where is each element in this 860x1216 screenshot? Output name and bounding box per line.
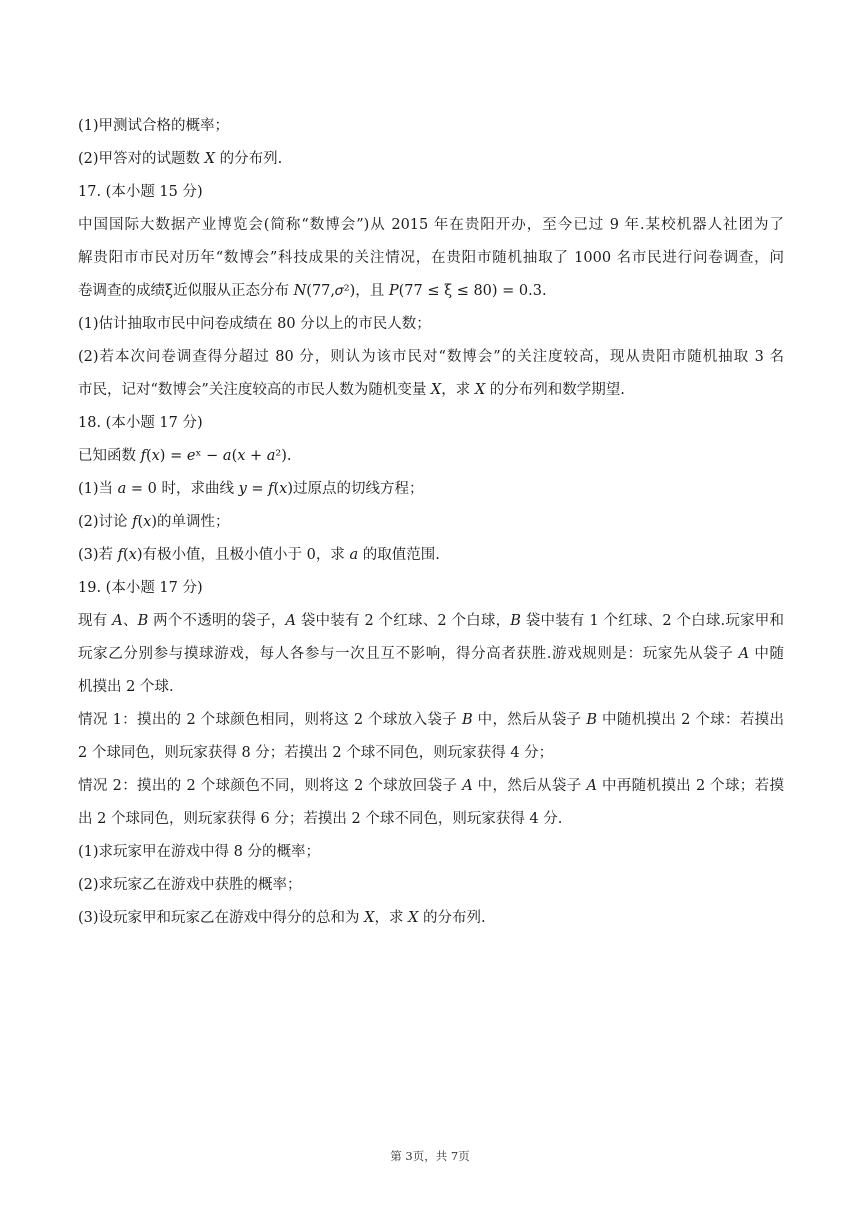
text-line: (3)若 𝑓(𝑥)有极小值，且极小值小于 0，求 𝑎 的取值范围. xyxy=(78,547,440,563)
question-heading: 17. (本小题 15 分) xyxy=(78,184,203,200)
text-line: (2)甲答对的试题数 𝑋 的分布列. xyxy=(78,151,283,167)
text-line: (1)当 𝑎 = 0 时，求曲线 𝑦 = 𝑓(𝑥)过原点的切线方程； xyxy=(78,481,424,497)
text-line: 解贵阳市市民对历年“数博会”科技成果的关注情况，在贵阳市随机抽取了 1000 名市民进行问卷调查，问 xyxy=(78,250,784,266)
text-line: 已知函数 𝑓(𝑥) = 𝑒ˣ − 𝑎(𝑥 + 𝑎²). xyxy=(78,448,292,464)
text-line: 玩家乙分别参与摸球游戏，每人各参与一次且互不影响，得分高者获胜.游戏规则是：玩家先从袋子 𝐴 中随 xyxy=(78,646,784,662)
text-line: (2)讨论 𝑓(𝑥)的单调性； xyxy=(78,514,230,530)
text-line: 现有 𝐴、𝐵 两个不透明的袋子，𝐴 袋中装有 2 个红球、2 个白球，𝐵 袋中装有 1 个红球、2 个白球.玩家甲和 xyxy=(78,613,784,629)
text-line: (2)若本次问卷调查得分超过 80 分，则认为该市民对“数博会”的关注度较高，现从贵阳市随机抽取 3 名 xyxy=(78,349,784,365)
text-line: 卷调查的成绩ξ近似服从正态分布 𝑁(77,𝜎²)，且 𝑃(77 ≤ ξ ≤ 80) = 0.3. xyxy=(78,283,547,299)
text-line: 机摸出 2 个球. xyxy=(78,679,174,695)
question-heading: 19. (本小题 17 分) xyxy=(78,580,203,596)
text-line: 市民，记对“数博会”关注度较高的市民人数为随机变量 𝑋，求 𝑋 的分布列和数学期望. xyxy=(78,382,625,398)
text-line: 情况 2：摸出的 2 个球颜色不同，则将这 2 个球放回袋子 𝐴 中，然后从袋子 𝐴 中再随机摸出 2 个球；若摸 xyxy=(78,778,784,794)
text-line: (3)设玩家甲和玩家乙在游戏中得分的总和为 𝑋，求 𝑋 的分布列. xyxy=(78,910,486,926)
text-line: 情况 1：摸出的 2 个球颜色相同，则将这 2 个球放入袋子 𝐵 中，然后从袋子 𝐵 中随机摸出 2 个球：若摸出 xyxy=(78,712,784,728)
text-line: 2 个球同色，则玩家获得 8 分；若摸出 2 个球不同色，则玩家获得 4 分； xyxy=(78,745,554,761)
text-line: (1)甲测试合格的概率； xyxy=(78,118,230,134)
page-content xyxy=(78,110,784,935)
text-line: 中国国际大数据产业博览会(简称“数博会”)从 2015 年在贵阳开办，至今已过 9 年.某校机器人社团为了 xyxy=(78,217,784,233)
text-line: (1)求玩家甲在游戏中得 8 分的概率； xyxy=(78,844,320,860)
text-line: (1)估计抽取市民中问卷成绩在 80 分以上的市民人数； xyxy=(78,316,431,332)
text-line: 出 2 个球同色，则玩家获得 6 分；若摸出 2 个球不同色，则玩家获得 4 分. xyxy=(78,811,563,827)
text-line: (2)求玩家乙在游戏中获胜的概率； xyxy=(78,877,302,893)
page-footer: 第 3页，共 7页 xyxy=(390,1149,470,1163)
question-heading: 18. (本小题 17 分) xyxy=(78,415,203,431)
